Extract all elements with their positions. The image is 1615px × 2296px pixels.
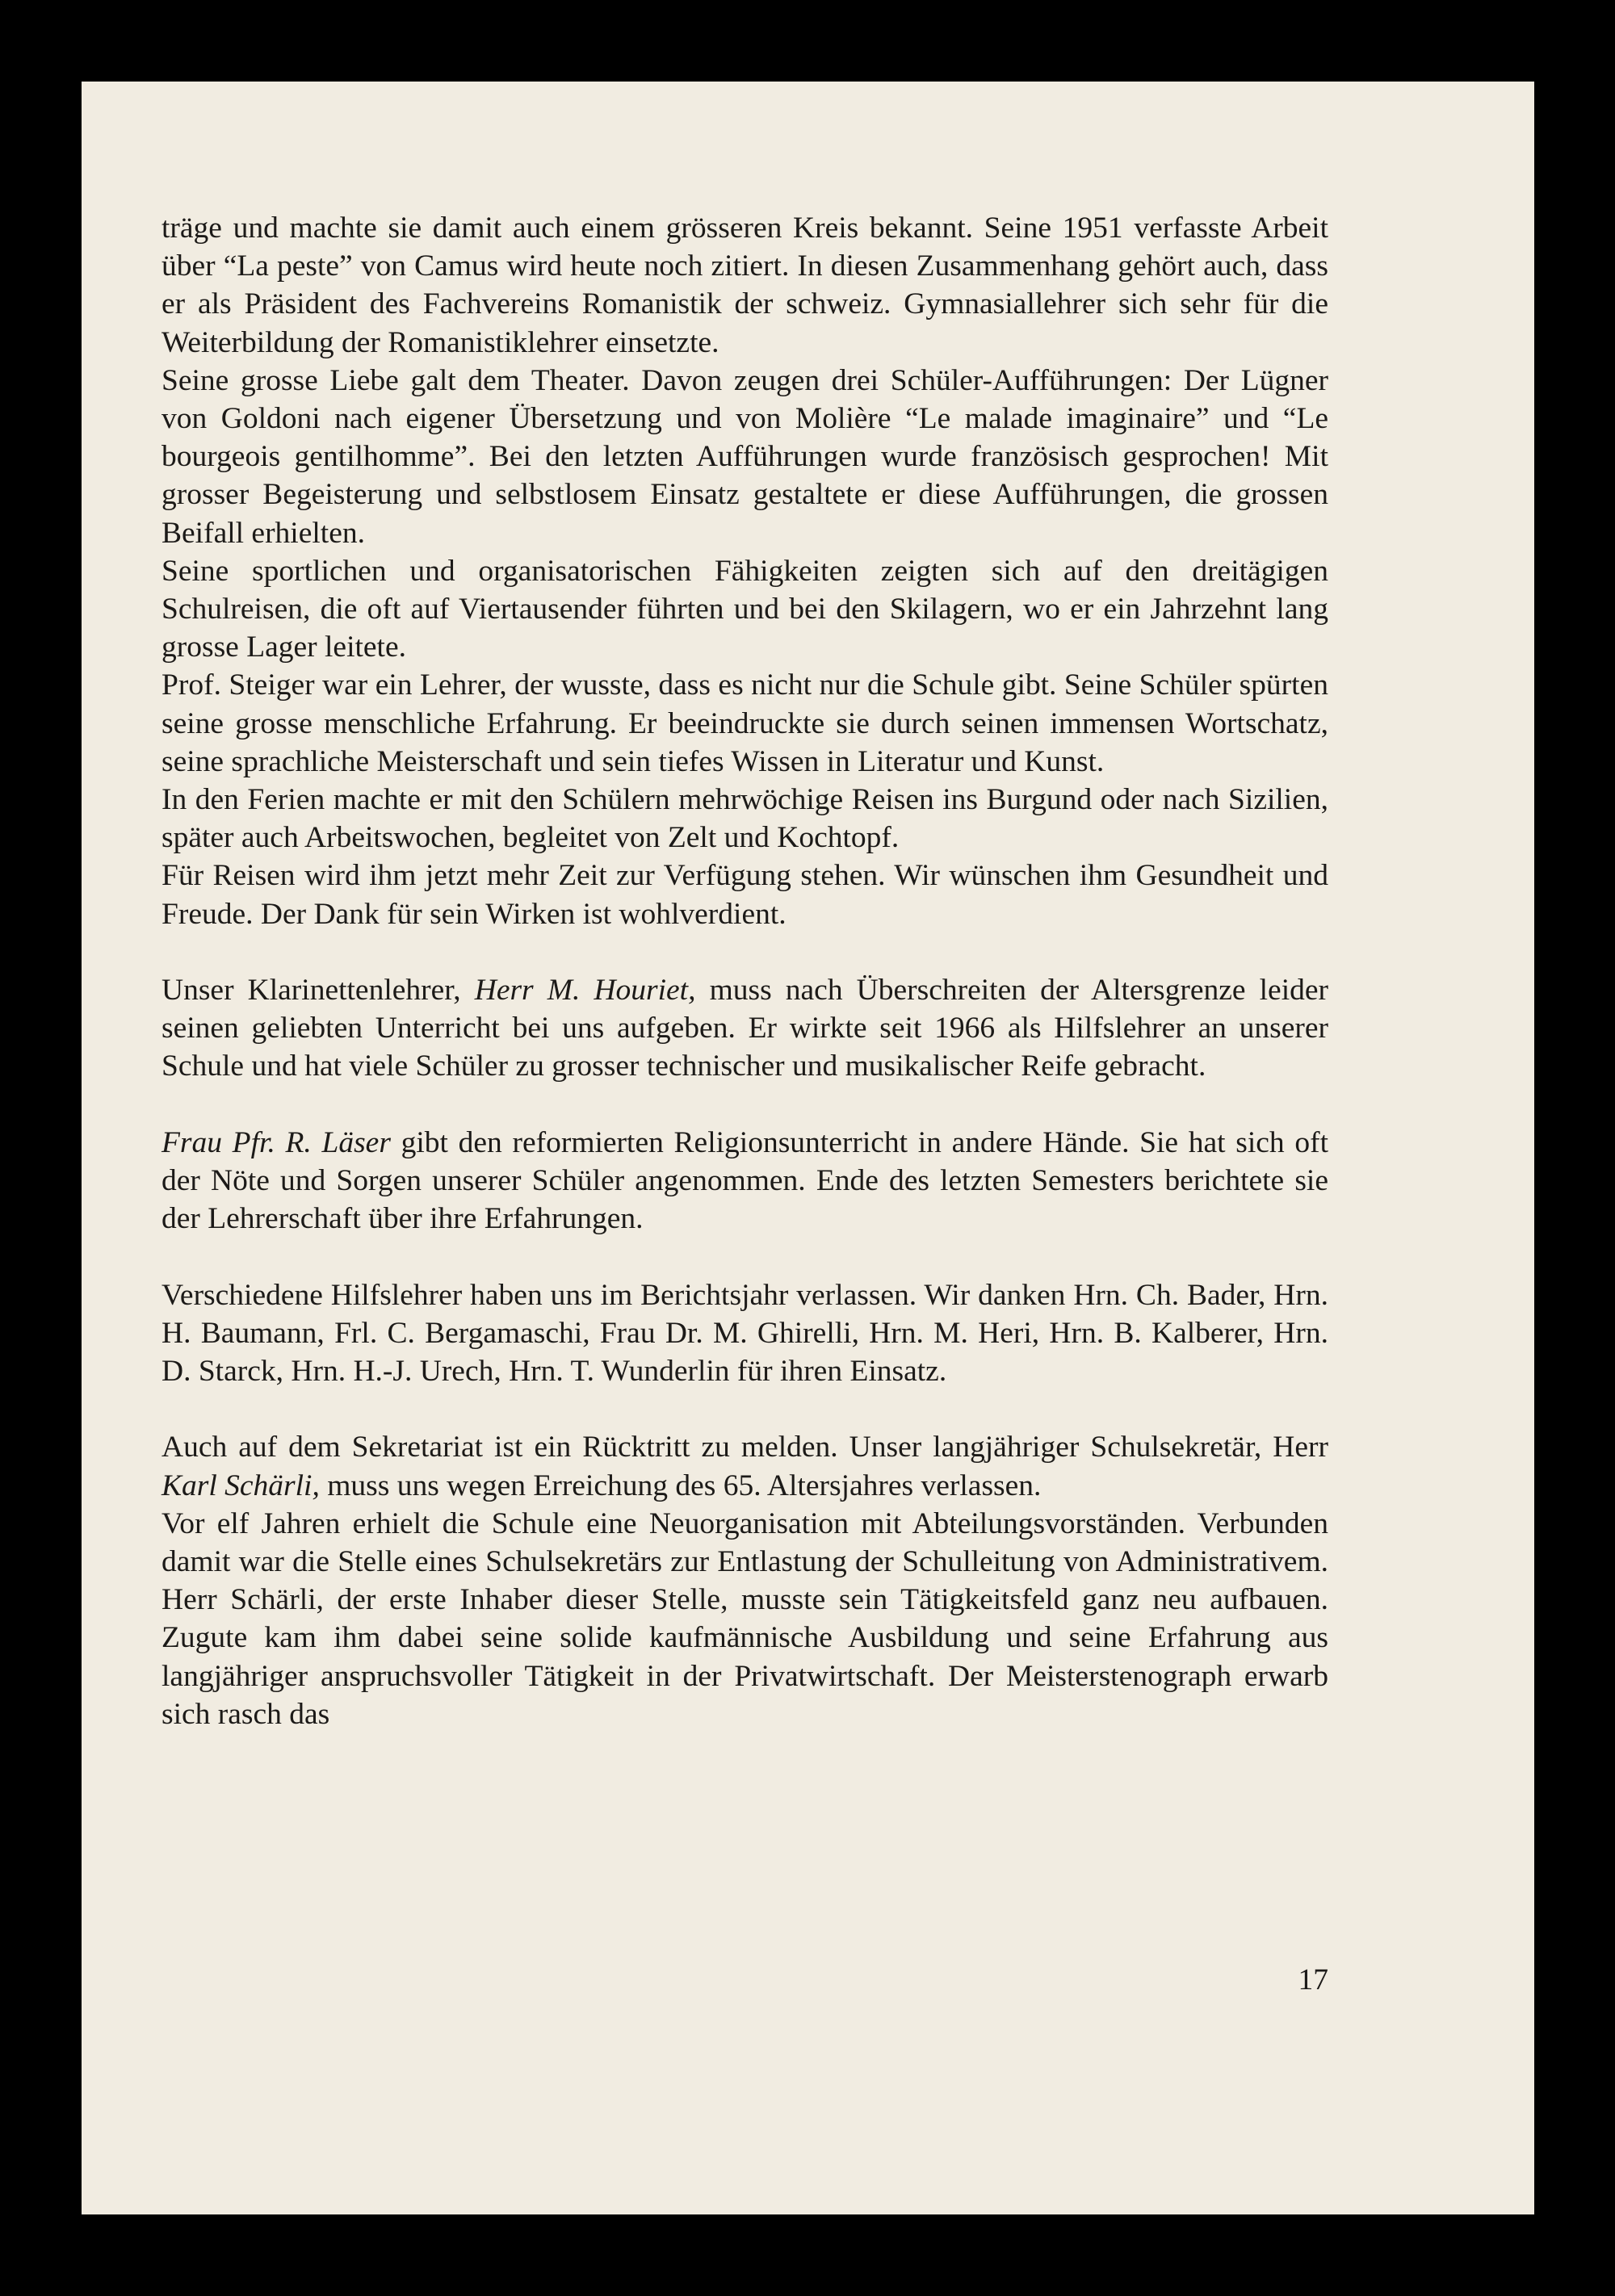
text-run: Seine sportlichen und organisatorischen Fähigkeiten zeigten sich auf den dreitägigen Schulreisen, die oft auf Viertausender führten und bei den Skilagern, wo er ein Jahrzehnt lang grosse Lager leitete. xyxy=(162,554,1328,664)
text-run: Unser Klarinettenlehrer, xyxy=(162,974,475,1008)
text-run: muss uns wegen Erreichung des 65. Altersjahres verlassen. xyxy=(319,1469,1042,1502)
text-run: In den Ferien machte er mit den Schülern mehrwöchige Reisen ins Burgund oder nach Sizilien, später auch Arbeitswochen, begleitet von Zelt und Kochtopf. xyxy=(162,783,1328,855)
paragraph-spacer xyxy=(162,1390,1328,1428)
body-text xyxy=(162,209,1328,1733)
text-run: Verschiedene Hilfslehrer haben uns im Berichtsjahr verlassen. Wir danken Hrn. Ch. Bader, Hrn. H. Baumann, Frl. C. Bergamaschi, Frau Dr. M. Ghirelli, Hrn. M. Heri, Hrn. B. Kalberer, Hrn. D. Starck, Hrn. H.-J. Urech, Hrn. T. Wunderlin für ihren Einsatz. xyxy=(162,1278,1328,1389)
italic-name: Herr M. Houriet, xyxy=(474,974,696,1008)
text-run: träge und machte sie damit auch einem grösseren Kreis bekannt. Seine 1951 verfasste Arbeit über “La peste” von Camus wird heute noch zitiert. In diesen Zusammenhang gehört auch, dass er als Präsident des Fachvereins Romanistik der schweiz. Gymnasiallehrer sich sehr für die Weiterbildung der Romanistiklehrer einsetzte. xyxy=(162,212,1328,359)
text-run: Auch auf dem Sekretariat ist ein Rücktritt zu melden. Unser langjähriger Schulsekretär, Herr xyxy=(162,1431,1328,1464)
italic-name: Karl Schärli, xyxy=(162,1469,320,1502)
paragraph-spacer xyxy=(162,1086,1328,1124)
paragraph xyxy=(162,1505,1328,1733)
paragraph xyxy=(162,666,1328,781)
text-run: muss nach Überschreiten der Altersgrenze leider seinen geliebten Unterricht bei uns aufgeben. Er wirkte seit 1966 als Hilfslehrer an unserer Schule und hat viele Schüler zu grosser technischer und musikalischer Reife gebracht. xyxy=(162,974,1328,1083)
italic-name: Frau Pfr. R. Läser xyxy=(162,1125,391,1159)
paragraph xyxy=(162,362,1328,552)
paragraph xyxy=(162,971,1328,1086)
paragraph xyxy=(162,1124,1328,1238)
paragraph xyxy=(162,857,1328,932)
text-run: Vor elf Jahren erhielt die Schule eine Neuorganisation mit Abteilungsvorständen. Verbunden damit war die Stelle eines Schulsekretärs zur Entlastung der Schulleitung von Administrativem. Herr Schärli, der erste Inhaber dieser Stelle, musste sein Tätigkeitsfeld ganz neu aufbauen. Zugute kam ihm dabei seine solide kaufmännische Ausbildung und seine Erfahrung aus langjähriger anspruchsvoller Tätigkeit in der Privatwirtschaft. Der Meisterstenograph erwarb sich rasch das xyxy=(162,1506,1328,1731)
paragraph xyxy=(162,781,1328,857)
paragraph xyxy=(162,209,1328,362)
text-run: gibt den reformierten Religionsunterricht in andere Hände. Sie hat sich oft der Nöte und Sorgen unserer Schüler angenommen. Ende des letzten Semesters berichtete sie der Lehrerschaft über ihre Erfahrungen. xyxy=(162,1125,1328,1236)
text-run: Seine grosse Liebe galt dem Theater. Davon zeugen drei Schüler-Aufführungen: Der Lügner von Goldoni nach eigener Übersetzung und von Molière “Le malade imaginaire” und “Le bourgeois gentilhomme”. Bei den letzten Aufführungen wurde französisch gesprochen! Mit grosser Begeisterung und selbstlosem Einsatz gestaltete er diese Aufführungen, die grossen Beifall erhielten. xyxy=(162,363,1328,550)
page-number: 17 xyxy=(1298,1963,1328,1996)
text-run: Prof. Steiger war ein Lehrer, der wusste, dass es nicht nur die Schule gibt. Seine Schüler spürten seine grosse menschliche Erfahrung. Er beeindruckte sie durch seinen immensen Wortschatz, seine sprachliche Meisterschaft und sein tiefes Wissen in Literatur und Kunst. xyxy=(162,668,1328,778)
paragraph xyxy=(162,1276,1328,1391)
paragraph xyxy=(162,1428,1328,1504)
paragraph-spacer xyxy=(162,933,1328,971)
paragraph-spacer xyxy=(162,1238,1328,1276)
document-page xyxy=(82,82,1534,2214)
text-run: Für Reisen wird ihm jetzt mehr Zeit zur Verfügung stehen. Wir wünschen ihm Gesundheit und Freude. Der Dank für sein Wirken ist wohlverdient. xyxy=(162,859,1328,931)
paragraph xyxy=(162,552,1328,667)
